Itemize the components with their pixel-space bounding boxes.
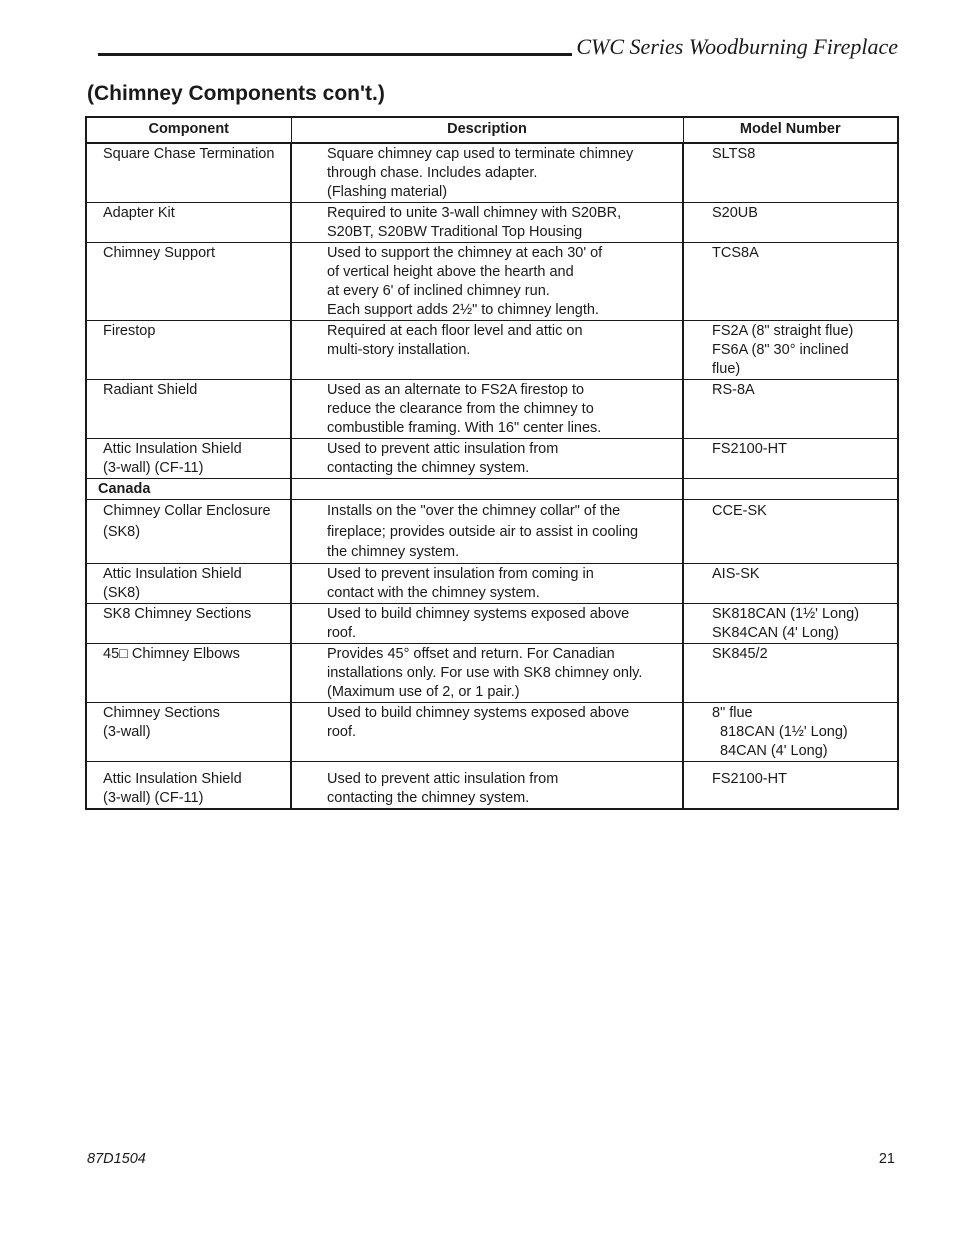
- table-row: [86, 643, 898, 702]
- description-cell: Provides 45° offset and return. For Canadian installations only. For use with SK8 chimney only. (Maximum use of 2, or 1 pair.): [291, 643, 683, 702]
- page-number: 21: [878, 1151, 895, 1167]
- model-number-cell: SK845/2: [683, 643, 898, 702]
- description-cell: Required at each floor level and attic on multi-story installation.: [291, 321, 683, 380]
- description-cell: Required to unite 3-wall chimney with S20BR, S20BT, S20BW Traditional Top Housing: [291, 203, 683, 243]
- description-cell: Used to support the chimney at each 30' of of vertical height above the hearth and at every 6' of inclined chimney run. Each support adds 2½" to chimney length.: [291, 243, 683, 321]
- table-row: [86, 143, 898, 203]
- table-row: [86, 380, 898, 439]
- description-cell: Used to prevent insulation from coming in contact with the chimney system.: [291, 563, 683, 603]
- description-cell: Square chimney cap used to terminate chimney through chase. Includes adapter. (Flashing material): [291, 143, 683, 203]
- column-header-model-number: Model Number: [683, 117, 898, 143]
- description-cell: Used to build chimney systems exposed above roof.: [291, 702, 683, 761]
- header-rule: [98, 53, 572, 56]
- column-header-description: Description: [291, 117, 683, 143]
- description-cell: Used to build chimney systems exposed above roof.: [291, 603, 683, 643]
- model-number-cell: FS2100-HT: [683, 439, 898, 479]
- component-cell: Chimney Collar Enclosure (SK8): [86, 500, 291, 564]
- table-row: [86, 563, 898, 603]
- table-header-row: [86, 117, 898, 143]
- table-row: [86, 603, 898, 643]
- description-cell: Used to prevent attic insulation from contacting the chimney system.: [291, 761, 683, 809]
- empty-cell: [291, 479, 683, 500]
- model-number-cell: CCE-SK: [683, 500, 898, 564]
- model-number-cell: RS-8A: [683, 380, 898, 439]
- model-number-cell: SK818CAN (1½' Long) SK84CAN (4' Long): [683, 603, 898, 643]
- component-cell: Attic Insulation Shield (3-wall) (CF-11): [86, 439, 291, 479]
- document-number: 87D1504: [87, 1151, 146, 1167]
- table-row: [86, 203, 898, 243]
- model-number-cell: S20UB: [683, 203, 898, 243]
- group-row-canada: [86, 479, 898, 500]
- table-row: [86, 243, 898, 321]
- component-cell: Square Chase Termination: [86, 143, 291, 203]
- component-cell: Attic Insulation Shield (SK8): [86, 563, 291, 603]
- table-row: [86, 702, 898, 761]
- model-number-cell: TCS8A: [683, 243, 898, 321]
- table-row: [86, 761, 898, 809]
- description-cell: Installs on the "over the chimney collar" of the fireplace; provides outside air to assist in cooling the chimney system.: [291, 500, 683, 564]
- component-cell: Firestop: [86, 321, 291, 380]
- table-row: [86, 439, 898, 479]
- component-cell: Radiant Shield: [86, 380, 291, 439]
- chimney-components-table: [85, 116, 899, 810]
- description-cell: Used as an alternate to FS2A firestop to reduce the clearance from the chimney to combustible framing. With 16" center lines.: [291, 380, 683, 439]
- component-cell: Chimney Sections (3-wall): [86, 702, 291, 761]
- component-cell: Adapter Kit: [86, 203, 291, 243]
- model-number-cell: 8" flue 818CAN (1½' Long) 84CAN (4' Long): [683, 702, 898, 761]
- table-row: [86, 500, 898, 564]
- model-number-cell: FS2A (8" straight flue) FS6A (8" 30° inclined flue): [683, 321, 898, 380]
- component-cell: Chimney Support: [86, 243, 291, 321]
- model-number-cell: FS2100-HT: [683, 761, 898, 809]
- component-cell: SK8 Chimney Sections: [86, 603, 291, 643]
- component-cell: Attic Insulation Shield (3-wall) (CF-11): [86, 761, 291, 809]
- section-title: (Chimney Components con't.): [87, 82, 385, 105]
- model-number-cell: SLTS8: [683, 143, 898, 203]
- column-header-component: Component: [86, 117, 291, 143]
- document-title: CWC Series Woodburning Fireplace: [576, 34, 898, 59]
- description-cell: Used to prevent attic insulation from contacting the chimney system.: [291, 439, 683, 479]
- table-row: [86, 321, 898, 380]
- component-cell: 45□ Chimney Elbows: [86, 643, 291, 702]
- group-label: Canada: [86, 479, 291, 500]
- model-number-cell: AIS-SK: [683, 563, 898, 603]
- empty-cell: [683, 479, 898, 500]
